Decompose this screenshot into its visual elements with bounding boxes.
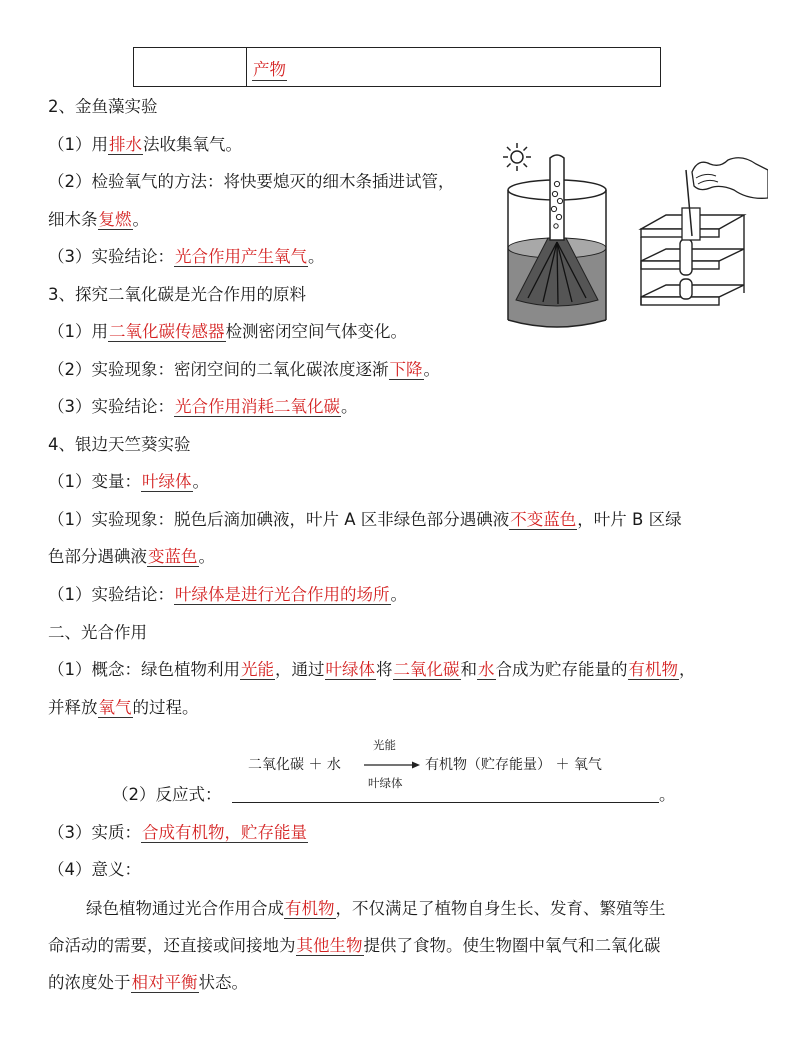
reaction-arrow-icon	[364, 760, 420, 770]
essence-line: （3）实质：合成有机物，贮存能量	[48, 823, 307, 842]
equation-right: 有机物（贮存能量） ＋ 氧气	[425, 757, 602, 773]
p2-heading: 二、光合作用	[48, 623, 147, 642]
s2-line1: （1）用排水法收集氧气。	[48, 135, 242, 154]
s3-heading: 3、探究二氧化碳是光合作用的原料	[48, 285, 306, 304]
s4-line2b: 色部分遇碘液变蓝色。	[48, 547, 215, 566]
s4-heading: 4、银边天竺葵实验	[48, 435, 191, 454]
meaning-para-line3: 的浓度处于相对平衡状态。	[48, 973, 248, 992]
concept-line: （1）概念：绿色植物利用光能，通过叶绿体将二氧化碳和水合成为贮存能量的有机物，	[48, 660, 696, 679]
s2-line2b: 细木条复燃。	[48, 210, 149, 229]
equation-condition-below: 叶绿体	[368, 776, 403, 790]
formula-end: 。	[659, 785, 676, 804]
meaning-para-line2: 命活动的需要，还直接或间接地为其他生物提供了食物。使生物圈中氧气和二氧化碳	[48, 936, 661, 955]
table-answer: 产物	[252, 56, 287, 81]
formula-blank-line	[232, 802, 659, 803]
s2-line2: （2）检验氧气的方法：将快要熄灭的细木条插进试管，	[48, 172, 455, 191]
formula-label: （2）反应式：	[112, 785, 222, 804]
s3-line1: （1）用二氧化碳传感器检测密闭空间气体变化。	[48, 322, 407, 341]
s4-line3: （1）实验结论：叶绿体是进行光合作用的场所。	[48, 585, 407, 604]
hand-icon	[676, 150, 768, 242]
table-divider	[246, 48, 247, 86]
s2-heading: 2、金鱼藻实验	[48, 97, 158, 116]
s3-line2: （2）实验现象：密闭空间的二氧化碳浓度逐渐下降。	[48, 360, 440, 379]
concept-line2: 并释放氧气的过程。	[48, 698, 199, 717]
s4-line2: （1）实验现象：脱色后滴加碘液，叶片 A 区非绿色部分遇碘液不变蓝色，叶片 B 区绿	[48, 510, 682, 529]
table-fragment	[133, 47, 661, 87]
beaker-icon	[498, 150, 616, 335]
s2-line3: （3）实验结论：光合作用产生氧气。	[48, 247, 325, 266]
equation-condition-above: 光能	[373, 738, 396, 752]
s3-line3: （3）实验结论：光合作用消耗二氧化碳。	[48, 397, 358, 416]
meaning-para-line1: 绿色植物通过光合作用合成有机物，不仅满足了植物自身生长、发育、繁殖等生	[86, 899, 666, 918]
meaning-label: （4）意义：	[48, 860, 141, 879]
equation-left: 二氧化碳 ＋ 水	[248, 757, 341, 773]
s4-line1: （1）变量：叶绿体。	[48, 472, 209, 491]
